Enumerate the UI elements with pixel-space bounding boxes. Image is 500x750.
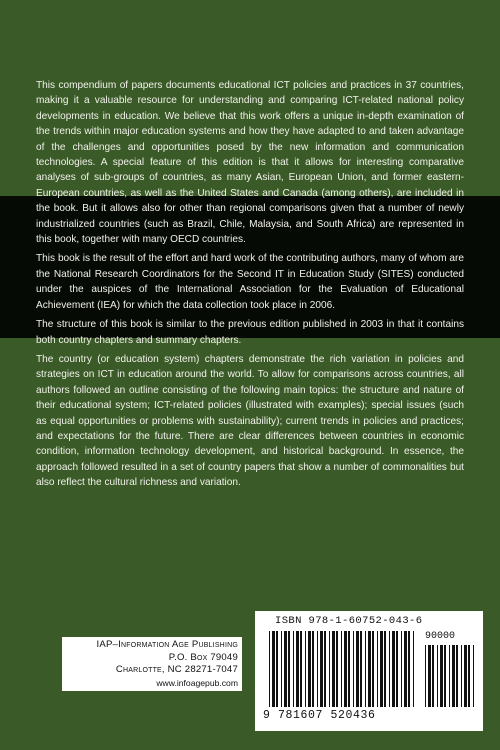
barcode-digits: 9 781607 520436 [263, 709, 376, 722]
description-paragraph-2: This book is the result of the effort and hard work of the contributing authors, many of whom are the National Research Coordinators for the Second IT in Education Study (SITES) conducted under the auspices of the International Association for the Evaluation of Educational Achievement (IEA) for which the data collection took place in 2006. [36, 253, 464, 311]
isbn-barcode-box [255, 611, 483, 731]
publisher-po-box: P.O. Box 79049 [168, 651, 238, 663]
description-paragraph-4: The country (or education system) chapters demonstrate the rich variation in policies and strategies on ICT in education around the world. To allow for comparisons across countries, all authors followed an outline consisting of the following main topics: the structure and nature of their educational system; ICT-related policies (illustrated with examples); special issues (such as equal opportunities or problems with sustainability); current trends in policies and practices; and expectations for the future. There are clear differences between countries in economic condition, information technology development, and historical background. In essence, the approach followed resulted in a set of country papers that show a number of commonalities but also reflect the cultural richness and variation. [36, 353, 464, 489]
description-paragraph-1: This compendium of papers documents educational ICT policies and practices in 37 countries, making it a valuable resource for understanding and comparing ICT-related national policy developments in education. We believe that this work offers a unique in-depth examination of the trends within major education systems and how they have adapted to and taken advantage of the challenges and opportunities posed by the new information and communication technologies. A special feature of this edition is that it allows for interesting comparative analyses of sub-groups of countries, as many Asian, European Union, and former eastern-European countries, as well as the United States and Canada (among others), are included in the book. But it allows also for other than regional comparisons given that a number of newly industrialized countries (such as Brazil, Chile, Malaysia, and South Africa) are represented in this book, together with many OECD countries. [36, 80, 464, 246]
publisher-block [62, 637, 242, 691]
publisher-name: IAP–Information Age Publishing [96, 639, 238, 650]
publisher-city: Charlotte, NC 28271-7047 [115, 664, 238, 675]
description-paragraph-3: The structure of this book is similar to the previous edition published in 2003 in that it contains both country chapters and summary chapters. [36, 319, 464, 346]
back-cover-description [36, 78, 464, 495]
price-code: 90000 [425, 631, 456, 642]
isbn-text: ISBN 978-1-60752-043-6 [275, 615, 423, 627]
publisher-website: www.infoagepub.com [156, 677, 238, 688]
